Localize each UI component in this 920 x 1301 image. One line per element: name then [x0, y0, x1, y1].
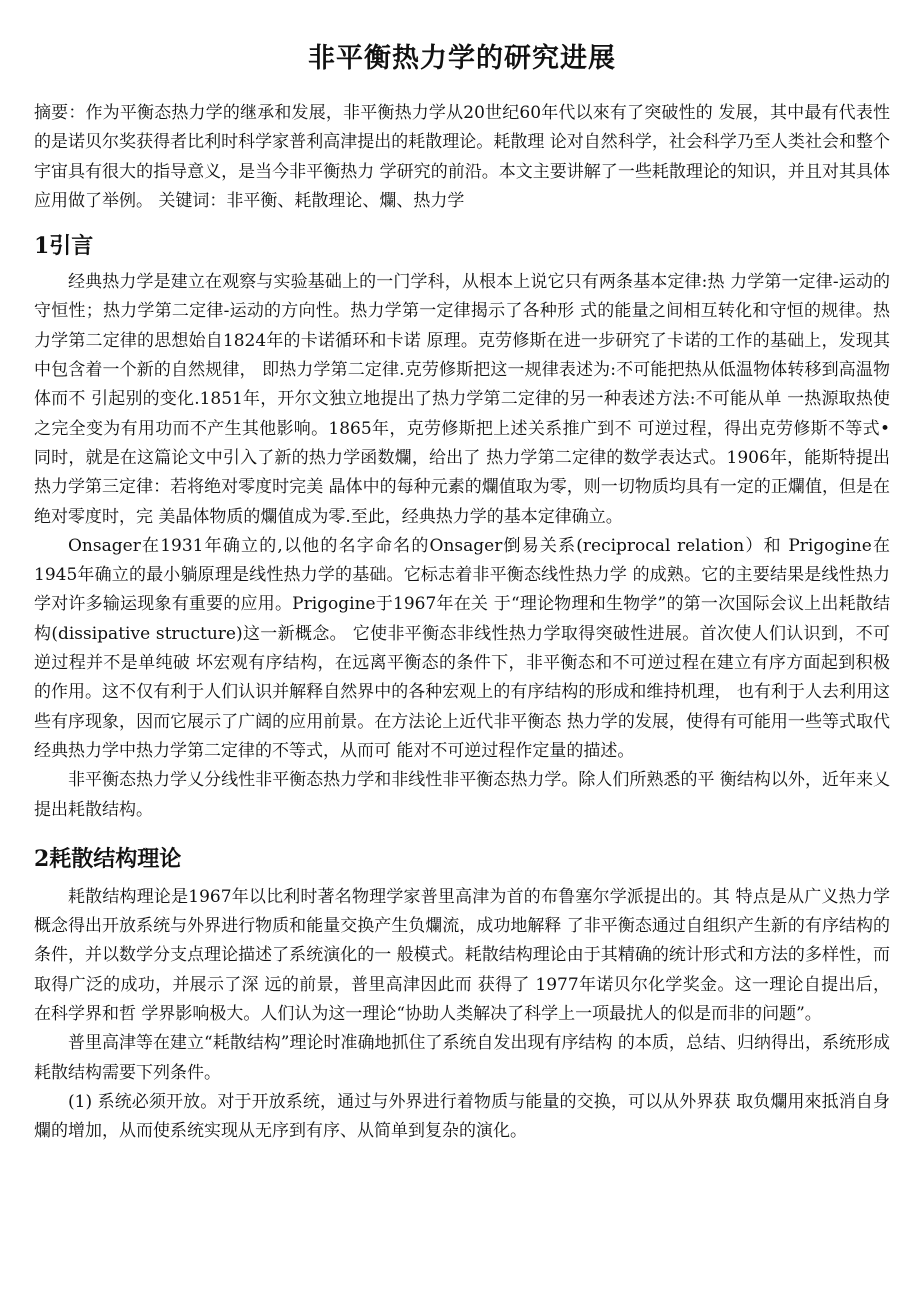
intro-paragraph-3: 非平衡态热力学乂分线性非平衡态热力学和非线性非平衡态热力学。除人们所熟悉的平 衡结构以外，近年来乂提出耗散结构。 — [34, 770, 890, 820]
theory-paragraph-3: (1) 系统必须开放。对于开放系统，通过与外界进行着物质与能量的交换，可以从外界获 取负爛用來抵消自身爛的增加，从而使系统实现从无序到有序、从简单到复杂的演化。 — [34, 1091, 890, 1142]
document-title: 非平衡热力学的研究进展 — [308, 43, 616, 74]
section-heading-introduction: 1引言 — [34, 233, 94, 260]
theory-paragraph-2: 普里高津等在建立“耗散结构”理论时准确地抓住了系统自发出现有序结构 的本质，总结、归纳得出，系统形成耗散结构需要下列条件。 — [34, 1033, 890, 1083]
section-heading-dissipative-theory: 2耗散结构理论 — [34, 845, 182, 872]
abstract-paragraph: 摘要：作为平衡态热力学的继承和发展，非平衡热力学从20世纪60年代以來有了突破性的 发展，其中最有代表性的是诺贝尔奖获得者比利时科学家普利高津提出的耗散理论。耗散理 论对自然科学，社会科学乃至人类社会和整个宇宙具有很大的指导意义，是当今非平衡热力 学研究的前沿。本文主要讲解了一些耗散理论的知识，并且对其具体应用做了举例。 关键词：非平衡、耗散理论、爛、热力学 — [34, 103, 890, 211]
intro-paragraph-2: Onsager在1931年确立的,以他的名字命名的Onsager倒易关系(reciprocal relation）和 Prigogine在1945年确立的最小躺原理是线性热力学的基础。它标志着非平衡态线性热力学 的成熟。它的主要结果是线性热力学对许多输运现象有重要的应用。Prigogine于1967年在关 于“理论物理和生物学”的第一次国际会议上出耗散结构(dissipative structure)这一新概念。 它使非平衡态非线性热力学取得突破性进展。首次使人们认识到，不可逆过程并不是单纯破 坏宏观有序结构，在远离平衡态的条件下，非平衡态和不可逆过程在建立有序方面起到积极 的作用。这不仅有利于人们认识并解释自然界中的各种宏观上的有序结构的形成和维持机理， 也有利于人去利用这些有序现象，因而它展示了广阔的应用前景。在方法论上近代非平衡态 热力学的发展，使得有可能用一些等式取代经典热力学中热力学第二定律的不等式，从而可 能对不可逆过程作定量的描述。 — [34, 535, 890, 761]
theory-paragraph-1: 耗散结构理论是1967年以比利时著名物理学家普里高津为首的布鲁塞尔学派提出的。其 特点是从广义热力学概念得出开放系统与外界进行物质和能量交换产生负爛流，成功地解释 了非平衡态通过自组织产生新的有序结构的条件，并以数学分支点理论描述了系统演化的一 般模式。耗散结构理论由于其精确的统计形式和方法的多样性，而取得广泛的成功，并展示了深 远的前景，普里高津因此而 获得了 1977年诺贝尔化学奖金。这一理论自提出后，在科学界和哲 学界影响极大。人们认为这一理论“协助人类解决了科学上一项最扰人的似是而非的问题”。 — [34, 886, 890, 1025]
intro-paragraph-1: 经典热力学是建立在观察与实验基础上的一门学科，从根本上说它只有两条基本定律:热 力学第一定律-运动的守恒性；热力学第二定律-运动的方向性。热力学第一定律揭示了各种形 式的能量之间相互转化和守恒的规律。热力学第二定律的思想始自1824年的卡诺循环和卡诺 原理。克劳修斯在进一步研究了卡诺的工作的基础上，发现其中包含着一个新的自然规律， 即热力学第二定律.克劳修斯把这一规律表述为:不可能把热从低温物体转移到高温物体而不 引起别的变化.1851年，开尔文独立地提出了热力学第二定律的另一种表述方法:不可能从单 一热源取热使之完全变为有用功而不产生其他影响。1865年，克劳修斯把上述关系推广到不 可逆过程，得出克劳修斯不等式•同时，就是在这篇论文中引入了新的热力学函数爛，给出了 热力学第二定律的数学表达式。1906年，能斯特提出热力学第三定律：若将绝对零度时完美 晶体中的每种元素的爛值取为零，则一切物质均具有一定的正爛值，但是在绝对零度时，完 美晶体物质的爛值成为零.至此，经典热力学的基本定律确立。 — [34, 272, 890, 527]
